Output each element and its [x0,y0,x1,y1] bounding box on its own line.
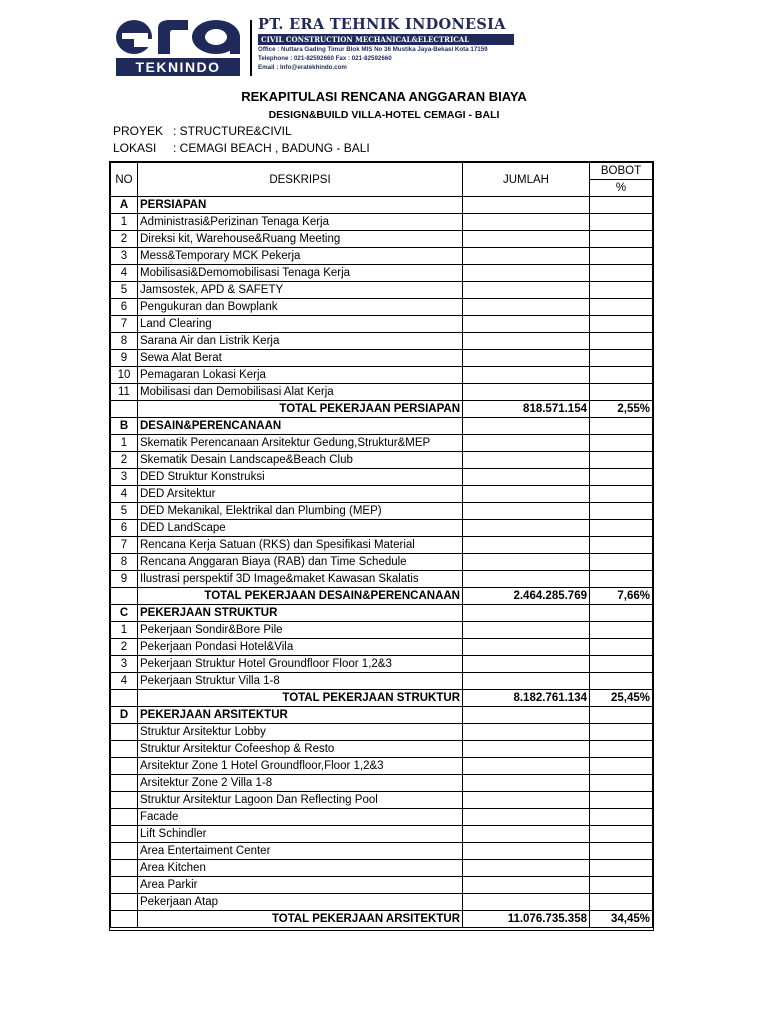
company-telephone: Telephone : 021-82592660 Fax : 021-82592660 [258,55,392,62]
cell-no: 11 [111,384,138,401]
cell-bobot [590,860,653,877]
cell-no: 4 [111,265,138,282]
cell-no: D [111,707,138,724]
header-divider [250,20,252,76]
cell-jumlah [463,571,590,588]
cell-no: A [111,197,138,214]
cell-bobot [590,571,653,588]
cell-bobot [590,333,653,350]
cell-deskripsi: Sarana Air dan Listrik Kerja [138,333,463,350]
cell-jumlah [463,265,590,282]
cell-deskripsi: Struktur Arsitektur Lobby [138,724,463,741]
cell-deskripsi: Land Clearing [138,316,463,333]
cell-no: C [111,605,138,622]
cell-jumlah [463,350,590,367]
cell-jumlah [463,418,590,435]
cell-jumlah [463,503,590,520]
cell-deskripsi: PEKERJAAN STRUKTUR [138,605,463,622]
cell-no: 8 [111,554,138,571]
cell-deskripsi: Mobilisasi dan Demobilisasi Alat Kerja [138,384,463,401]
cell-bobot [590,197,653,214]
cell-bobot [590,707,653,724]
cell-bobot [590,537,653,554]
cell-bobot [590,554,653,571]
cell-jumlah [463,435,590,452]
table-row [111,775,653,792]
table-row [111,639,653,656]
table-row [111,537,653,554]
cell-no [111,401,138,418]
cell-jumlah [463,809,590,826]
cell-jumlah [463,860,590,877]
cell-bobot [590,605,653,622]
cell-jumlah [463,282,590,299]
cell-jumlah [463,877,590,894]
cell-deskripsi: Struktur Arsitektur Cofeeshop & Resto [138,741,463,758]
cell-jumlah [463,894,590,911]
table-row [111,486,653,503]
cell-no: 5 [111,282,138,299]
cell-bobot [590,741,653,758]
header-bobot: BOBOT [590,163,653,180]
cell-deskripsi: Direksi kit, Warehouse&Ruang Meeting [138,231,463,248]
cell-jumlah [463,656,590,673]
cell-bobot [590,282,653,299]
cell-no [111,792,138,809]
table-row [111,282,653,299]
cell-deskripsi: Mess&Temporary MCK Pekerja [138,248,463,265]
cell-bobot [590,775,653,792]
cell-deskripsi: Pekerjaan Struktur Hotel Groundfloor Floor 1,2&3 [138,656,463,673]
cell-no [111,860,138,877]
cell-jumlah [463,248,590,265]
cell-jumlah [463,316,590,333]
budget-table [110,162,653,928]
table-row [111,656,653,673]
cell-deskripsi: Ilustrasi perspektif 3D Image&maket Kawasan Skalatis [138,571,463,588]
cell-no: 3 [111,469,138,486]
cell-no: 7 [111,537,138,554]
cell-jumlah [463,537,590,554]
table-row [111,860,653,877]
table-row [111,758,653,775]
cell-bobot [590,656,653,673]
cell-bobot [590,503,653,520]
table-section-row [111,605,653,622]
table-section-row [111,418,653,435]
header-no: NO [111,163,138,197]
company-office: Office : Nuttara Gading Timur Blok MIS No 36 Mustika Jaya-Bekasi Kota 17159 [258,46,488,53]
cell-bobot: 7,66% [590,588,653,605]
table-section-row [111,197,653,214]
cell-bobot [590,350,653,367]
cell-no: 6 [111,520,138,537]
table-row [111,673,653,690]
header-deskripsi: DESKRIPSI [138,163,463,197]
era-logo-mark [112,18,244,56]
cell-jumlah [463,639,590,656]
cell-deskripsi: Struktur Arsitektur Lagoon Dan Reflecting Pool [138,792,463,809]
table-header-row [111,163,653,180]
cell-jumlah: 8.182.761.134 [463,690,590,707]
table-row [111,299,653,316]
header-jumlah: JUMLAH [463,163,590,197]
cell-no: 9 [111,571,138,588]
table-row [111,894,653,911]
header-bobot-unit: % [590,180,653,197]
cell-deskripsi: Pekerjaan Sondir&Bore Pile [138,622,463,639]
table-row [111,367,653,384]
table-row [111,792,653,809]
cell-deskripsi: Mobilisasi&Demomobilisasi Tenaga Kerja [138,265,463,282]
cell-deskripsi: Skematik Desain Landscape&Beach Club [138,452,463,469]
cell-no [111,724,138,741]
cell-bobot [590,231,653,248]
cell-no [111,775,138,792]
cell-jumlah [463,197,590,214]
table-row [111,350,653,367]
table-row [111,435,653,452]
cell-jumlah: 2.464.285.769 [463,588,590,605]
company-name: PT. ERA TEHNIK INDONESIA [258,16,506,33]
cell-no [111,843,138,860]
cell-deskripsi: TOTAL PEKERJAAN DESAIN&PERENCANAAN [138,588,463,605]
cell-no [111,809,138,826]
cell-no [111,877,138,894]
proyek-value: : STRUCTURE&CIVIL [173,124,292,138]
cell-no [111,826,138,843]
cell-no: 4 [111,673,138,690]
table-row [111,571,653,588]
cell-bobot [590,214,653,231]
cell-deskripsi: DESAIN&PERENCANAAN [138,418,463,435]
cell-bobot [590,367,653,384]
cell-deskripsi: Administrasi&Perizinan Tenaga Kerja [138,214,463,231]
cell-jumlah [463,214,590,231]
cell-deskripsi: PERSIAPAN [138,197,463,214]
cell-bobot [590,316,653,333]
cell-deskripsi: Area Kitchen [138,860,463,877]
cell-deskripsi: Pekerjaan Pondasi Hotel&Vila [138,639,463,656]
era-logo [112,18,244,78]
cell-bobot: 34,45% [590,911,653,928]
cell-no: 6 [111,299,138,316]
cell-no: 10 [111,367,138,384]
cell-deskripsi: Pemagaran Lokasi Kerja [138,367,463,384]
cell-deskripsi: TOTAL PEKERJAAN STRUKTUR [138,690,463,707]
cell-deskripsi: Arsitektur Zone 1 Hotel Groundfloor,Floor 1,2&3 [138,758,463,775]
cell-no: 2 [111,231,138,248]
cell-no: 7 [111,316,138,333]
table-row [111,554,653,571]
document-title: REKAPITULASI RENCANA ANGGARAN BIAYA [241,89,527,104]
cell-no: 4 [111,486,138,503]
cell-deskripsi: PEKERJAAN ARSITEKTUR [138,707,463,724]
table-row [111,214,653,231]
cell-deskripsi: Sewa Alat Berat [138,350,463,367]
cell-jumlah [463,299,590,316]
cell-bobot [590,894,653,911]
cell-no [111,894,138,911]
cell-no: 1 [111,435,138,452]
cell-jumlah [463,622,590,639]
cell-deskripsi: Skematik Perencanaan Arsitektur Gedung,Struktur&MEP [138,435,463,452]
cell-deskripsi: Jamsostek, APD & SAFETY [138,282,463,299]
table-row [111,724,653,741]
table-total-row [111,690,653,707]
cell-bobot [590,418,653,435]
cell-no [111,911,138,928]
cell-no: B [111,418,138,435]
cell-jumlah [463,741,590,758]
cell-no [111,758,138,775]
cell-bobot: 25,45% [590,690,653,707]
table-body [111,197,653,928]
cell-bobot [590,435,653,452]
table-row [111,843,653,860]
table-row [111,384,653,401]
cell-deskripsi: DED Arsitektur [138,486,463,503]
cell-jumlah [463,758,590,775]
document-subtitle: DESIGN&BUILD VILLA-HOTEL CEMAGI - BALI [268,109,500,121]
cell-deskripsi: Pengukuran dan Bowplank [138,299,463,316]
cell-bobot [590,384,653,401]
cell-bobot [590,265,653,282]
cell-jumlah [463,384,590,401]
logo-wordmark: TEKNINDO [116,58,240,76]
table-row [111,877,653,894]
cell-no: 8 [111,333,138,350]
cell-bobot [590,639,653,656]
cell-jumlah [463,333,590,350]
cell-no: 9 [111,350,138,367]
cell-bobot [590,877,653,894]
cell-jumlah [463,469,590,486]
cell-deskripsi: Rencana Anggaran Biaya (RAB) dan Time Schedule [138,554,463,571]
table-row [111,333,653,350]
table-row [111,469,653,486]
table-total-row [111,911,653,928]
table-row [111,452,653,469]
cell-deskripsi: Rencana Kerja Satuan (RKS) dan Spesifikasi Material [138,537,463,554]
proyek-label: PROYEK [113,124,164,138]
cell-no: 3 [111,248,138,265]
cell-bobot [590,622,653,639]
cell-bobot [590,520,653,537]
cell-jumlah [463,605,590,622]
cell-jumlah [463,724,590,741]
cell-no: 2 [111,639,138,656]
cell-jumlah [463,843,590,860]
cell-jumlah [463,452,590,469]
cell-bobot [590,673,653,690]
cell-deskripsi: Pekerjaan Atap [138,894,463,911]
lokasi-value: : CEMAGI BEACH , BADUNG - BALI [173,141,370,155]
cell-jumlah [463,231,590,248]
cell-deskripsi: TOTAL PEKERJAAN ARSITEKTUR [138,911,463,928]
cell-deskripsi: DED Struktur Konstruksi [138,469,463,486]
cell-bobot [590,758,653,775]
table-row [111,231,653,248]
table-row [111,622,653,639]
cell-jumlah [463,486,590,503]
cell-no: 2 [111,452,138,469]
cell-deskripsi: TOTAL PEKERJAAN PERSIAPAN [138,401,463,418]
company-subtitle: CIVIL CONSTRUCTION MECHANICAL&ELECTRICAL [258,34,514,45]
table-total-row [111,401,653,418]
cell-bobot [590,469,653,486]
cell-no [111,588,138,605]
cell-deskripsi: DED LandScape [138,520,463,537]
cell-jumlah [463,520,590,537]
table-row [111,741,653,758]
company-block [258,16,538,72]
cell-jumlah: 818.571.154 [463,401,590,418]
cell-deskripsi: DED Mekanikal, Elektrikal dan Plumbing (MEP) [138,503,463,520]
cell-bobot [590,299,653,316]
lokasi-label: LOKASI [113,141,157,155]
cell-jumlah [463,775,590,792]
cell-no [111,690,138,707]
cell-bobot [590,724,653,741]
cell-jumlah [463,826,590,843]
cell-bobot [590,452,653,469]
cell-bobot [590,809,653,826]
table-section-row [111,707,653,724]
table-row [111,520,653,537]
cell-deskripsi: Area Parkir [138,877,463,894]
cell-bobot [590,486,653,503]
cell-jumlah [463,554,590,571]
cell-bobot [590,792,653,809]
cell-deskripsi: Lift Schindler [138,826,463,843]
cell-no [111,741,138,758]
cell-jumlah [463,707,590,724]
cell-no: 5 [111,503,138,520]
cell-bobot: 2,55% [590,401,653,418]
cell-deskripsi: Facade [138,809,463,826]
table-row [111,809,653,826]
table-row [111,503,653,520]
cell-bobot [590,248,653,265]
cell-no: 3 [111,656,138,673]
proyek-line [113,124,292,138]
table-row [111,248,653,265]
cell-no: 1 [111,214,138,231]
cell-no: 1 [111,622,138,639]
company-email: Email : Info@eratekhindo.com [258,64,347,71]
cell-jumlah [463,367,590,384]
table-row [111,826,653,843]
cell-deskripsi: Arsitektur Zone 2 Villa 1-8 [138,775,463,792]
table-total-row [111,588,653,605]
cell-bobot [590,826,653,843]
table-row [111,265,653,282]
cell-deskripsi: Pekerjaan Struktur Villa 1-8 [138,673,463,690]
cell-jumlah [463,792,590,809]
cell-deskripsi: Area Entertaiment Center [138,843,463,860]
lokasi-line [113,141,370,155]
cell-bobot [590,843,653,860]
cell-jumlah: 11.076.735.358 [463,911,590,928]
table-row [111,316,653,333]
cell-jumlah [463,673,590,690]
